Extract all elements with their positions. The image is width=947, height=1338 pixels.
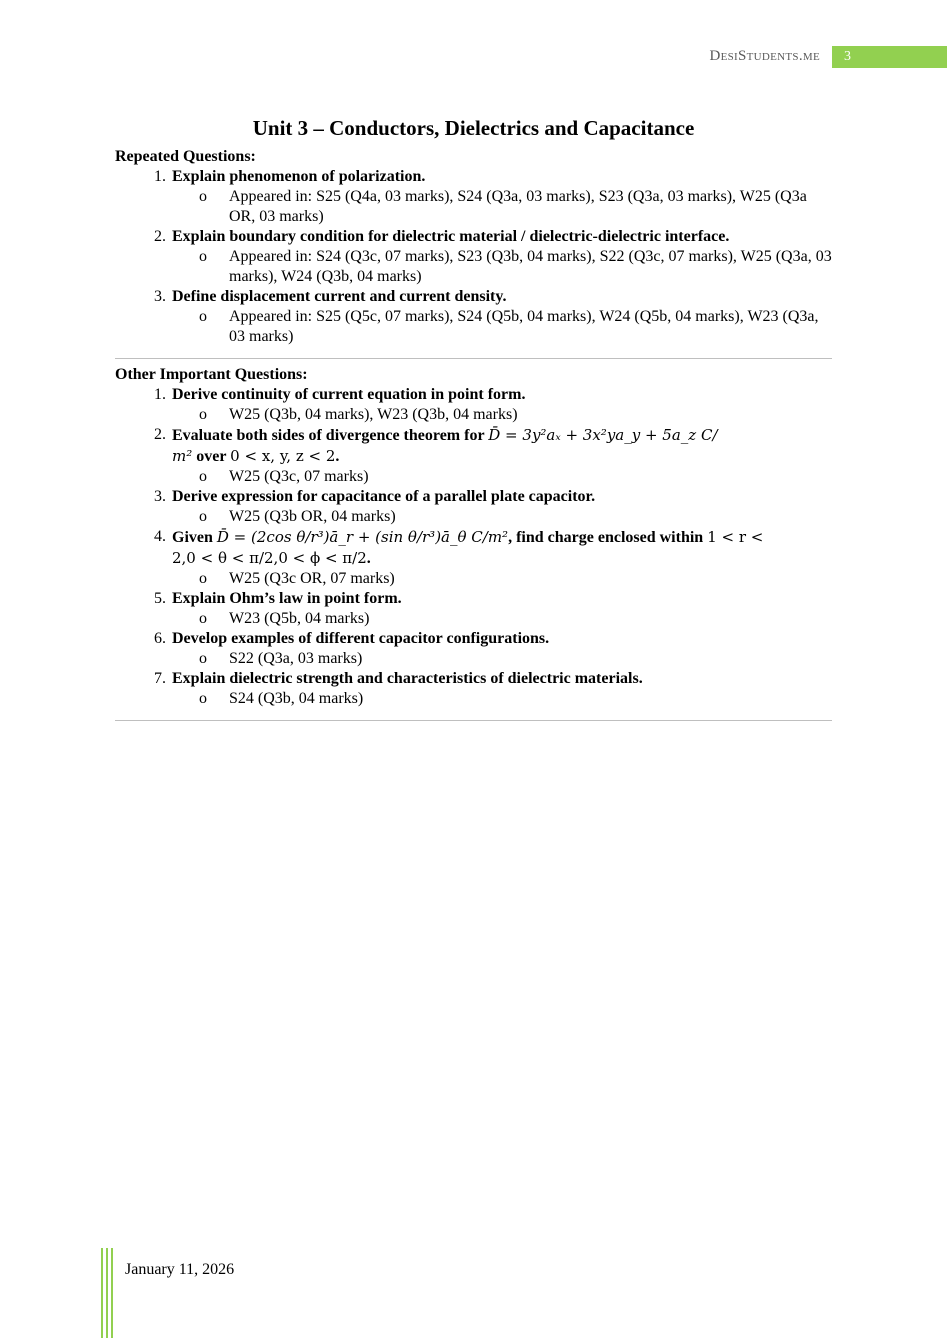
item-number: 3.	[154, 288, 166, 305]
question-text: Define displacement current and current density.	[172, 288, 507, 305]
item-number: 3.	[154, 488, 166, 505]
source-text: S22 (Q3a, 03 marks)	[229, 650, 363, 667]
bullet: o	[199, 406, 207, 423]
math-expression: D̄ = 3y²aₓ + 3x²ya_y + 5a_z C/	[488, 426, 718, 444]
list-item	[154, 527, 832, 589]
section-divider	[115, 720, 832, 721]
other-list	[115, 385, 832, 709]
list-item	[154, 287, 832, 347]
question-text: Given D̄ = (2cos θ/r³)ā_r + (sin θ/r³)ā_θ C/m², find charge enclosed within 1 < r < 2,0 < θ < π/2,0 < ϕ < π/2.	[172, 528, 764, 567]
bullet: o	[199, 468, 207, 485]
math-expression: 2,0 < θ < π/2,0 < ϕ < π/2	[172, 549, 367, 567]
list-item	[154, 227, 832, 287]
document-body	[115, 115, 832, 727]
math-expression: m²	[172, 447, 193, 465]
item-number: 5.	[154, 590, 166, 607]
footer-accent-bars	[101, 1248, 115, 1338]
list-item	[154, 425, 832, 487]
question-text: Derive continuity of current equation in point form.	[172, 386, 526, 403]
source-text: Appeared in: S24 (Q3c, 07 marks), S23 (Q3b, 04 marks), S22 (Q3c, 07 marks), W25 (Q3a, 03 marks), W24 (Q3b, 04 marks)	[229, 248, 832, 285]
item-number: 7.	[154, 670, 166, 687]
header-site-name: DesiStudents.me	[709, 48, 820, 64]
bullet: o	[199, 308, 207, 325]
bullet: o	[199, 188, 207, 205]
header-page-number: 3	[832, 46, 947, 68]
source-text: Appeared in: S25 (Q4a, 03 marks), S24 (Q3a, 03 marks), S23 (Q3a, 03 marks), W25 (Q3a OR, 03 marks)	[229, 188, 807, 225]
list-item	[154, 487, 832, 527]
question-text: Explain phenomenon of polarization.	[172, 168, 426, 185]
list-item	[154, 589, 832, 629]
list-item	[154, 669, 832, 709]
math-expression: 1 < r <	[707, 528, 764, 546]
bullet: o	[199, 610, 207, 627]
bullet: o	[199, 248, 207, 265]
math-expression: D̄ = (2cos θ/r³)ā_r + (sin θ/r³)ā_θ C/m²	[216, 528, 509, 546]
item-number: 1.	[154, 386, 166, 403]
item-number: 1.	[154, 168, 166, 185]
question-text: Derive expression for capacitance of a parallel plate capacitor.	[172, 488, 596, 505]
item-number: 4.	[154, 528, 166, 545]
list-item	[154, 629, 832, 669]
question-text: Develop examples of different capacitor configurations.	[172, 630, 550, 647]
source-text: W25 (Q3b, 04 marks), W23 (Q3b, 04 marks)	[229, 406, 518, 423]
source-text: W25 (Q3c OR, 07 marks)	[229, 570, 395, 587]
source-text: W25 (Q3b OR, 04 marks)	[229, 508, 396, 525]
question-text: Explain boundary condition for dielectric material / dielectric-dielectric interface.	[172, 228, 730, 245]
source-text: S24 (Q3b, 04 marks)	[229, 690, 364, 707]
repeated-list	[115, 167, 832, 347]
list-item	[154, 167, 832, 227]
item-number: 2.	[154, 426, 166, 443]
source-text: Appeared in: S25 (Q5c, 07 marks), S24 (Q5b, 04 marks), W24 (Q5b, 04 marks), W23 (Q3a, 03 marks)	[229, 308, 819, 345]
item-number: 6.	[154, 630, 166, 647]
section-divider	[115, 358, 832, 359]
question-text: Evaluate both sides of divergence theorem for D̄ = 3y²aₓ + 3x²ya_y + 5a_z C/ m² over 0 < x, y, z < 2.	[172, 426, 718, 465]
footer-date: January 11, 2026	[125, 1261, 235, 1278]
source-text: W25 (Q3c, 07 marks)	[229, 468, 369, 485]
page-title: Unit 3 – Conductors, Dielectrics and Capacitance	[252, 116, 695, 140]
bullet: o	[199, 508, 207, 525]
repeated-heading: Repeated Questions:	[115, 148, 256, 165]
bullet: o	[199, 650, 207, 667]
question-text: Explain dielectric strength and characteristics of dielectric materials.	[172, 670, 643, 687]
bullet: o	[199, 570, 207, 587]
bullet: o	[199, 690, 207, 707]
item-number: 2.	[154, 228, 166, 245]
question-text: Explain Ohm’s law in point form.	[172, 590, 402, 607]
other-heading: Other Important Questions:	[115, 366, 308, 383]
math-expression: 0 < x, y, z < 2	[230, 447, 336, 465]
source-text: W23 (Q5b, 04 marks)	[229, 610, 370, 627]
list-item	[154, 385, 832, 425]
